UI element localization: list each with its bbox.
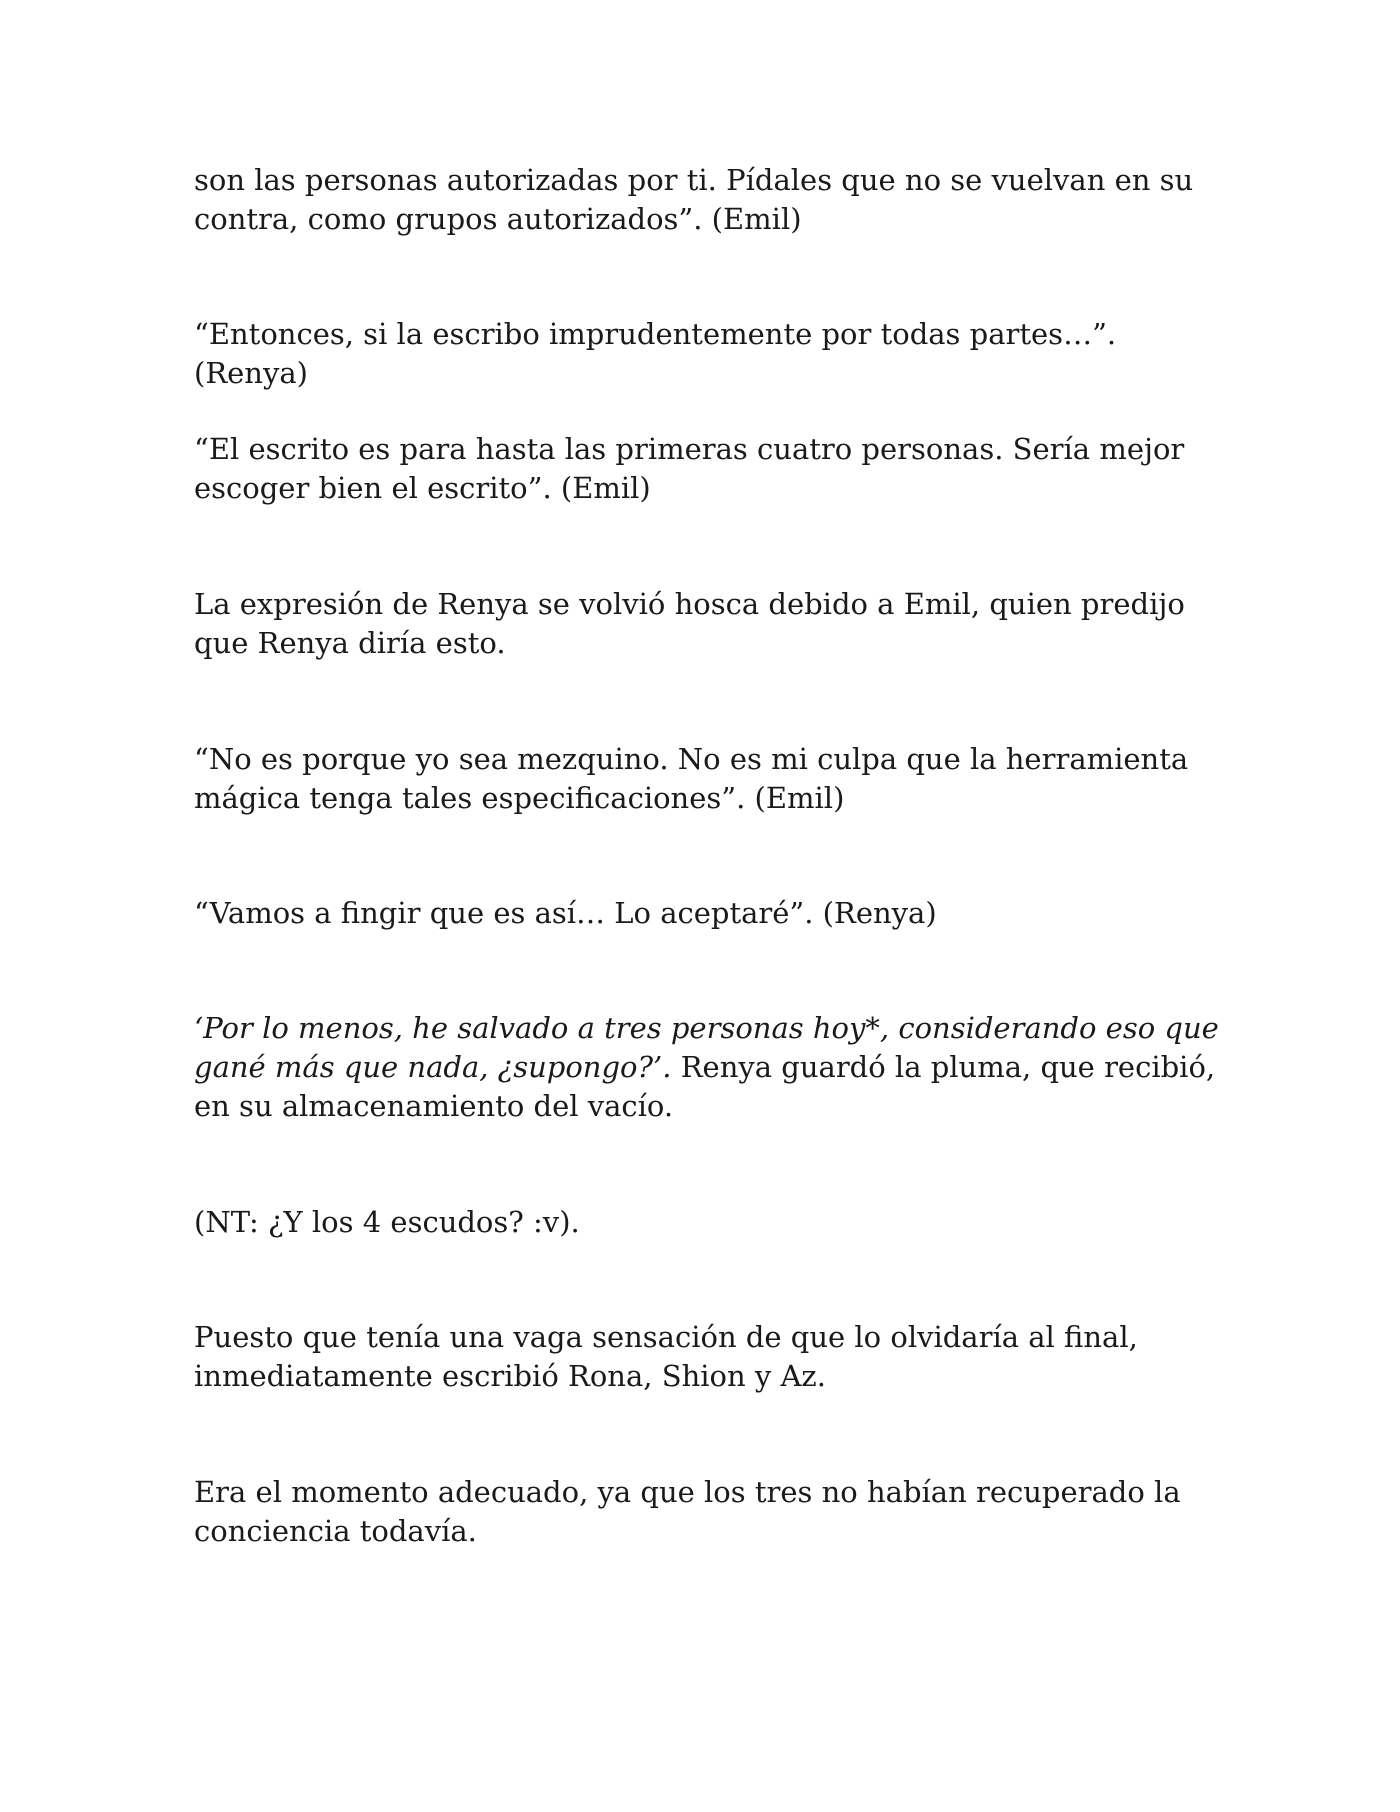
paragraph-6: “Vamos a fingir que es así… Lo aceptaré”. (Renya) xyxy=(194,896,937,930)
paragraph-10: Era el momento adecuado, ya que los tres no habían recuperado la conciencia todavía. xyxy=(194,1475,1181,1548)
paragraph-7 xyxy=(194,1009,1234,1126)
paragraph-4: La expresión de Renya se volvió hosca debido a Emil, quien predijo que Renya diría esto. xyxy=(194,587,1185,660)
paragraph-5: “No es porque yo sea mezquino. No es mi culpa que la herramienta mágica tenga tales especificaciones”. (Emil) xyxy=(194,742,1189,815)
paragraph-1: son las personas autorizadas por ti. Pídales que no se vuelvan en su contra, como grupos autorizados”. (Emil) xyxy=(194,163,1194,236)
paragraph-7-italic-thought: ‘Por lo menos, he salvado a tres personas hoy*, considerando eso que gané más que nada, ¿supongo?’. xyxy=(194,1011,1219,1084)
paragraph-8-translator-note: (NT: ¿Y los 4 escudos? :v). xyxy=(194,1205,580,1239)
paragraph-9: Puesto que tenía una vaga sensación de que lo olvidaría al final, inmediatamente escribió Rona, Shion y Az. xyxy=(194,1320,1138,1393)
paragraph-2: “Entonces, si la escribo imprudentemente por todas partes…”. (Renya) xyxy=(194,317,1117,390)
paragraph-3: “El escrito es para hasta las primeras cuatro personas. Sería mejor escoger bien el escrito”. (Emil) xyxy=(194,432,1185,505)
paragraph-7-text: Renya guardó la pluma, que recibió, en su almacenamiento del vacío. xyxy=(194,1050,1216,1123)
